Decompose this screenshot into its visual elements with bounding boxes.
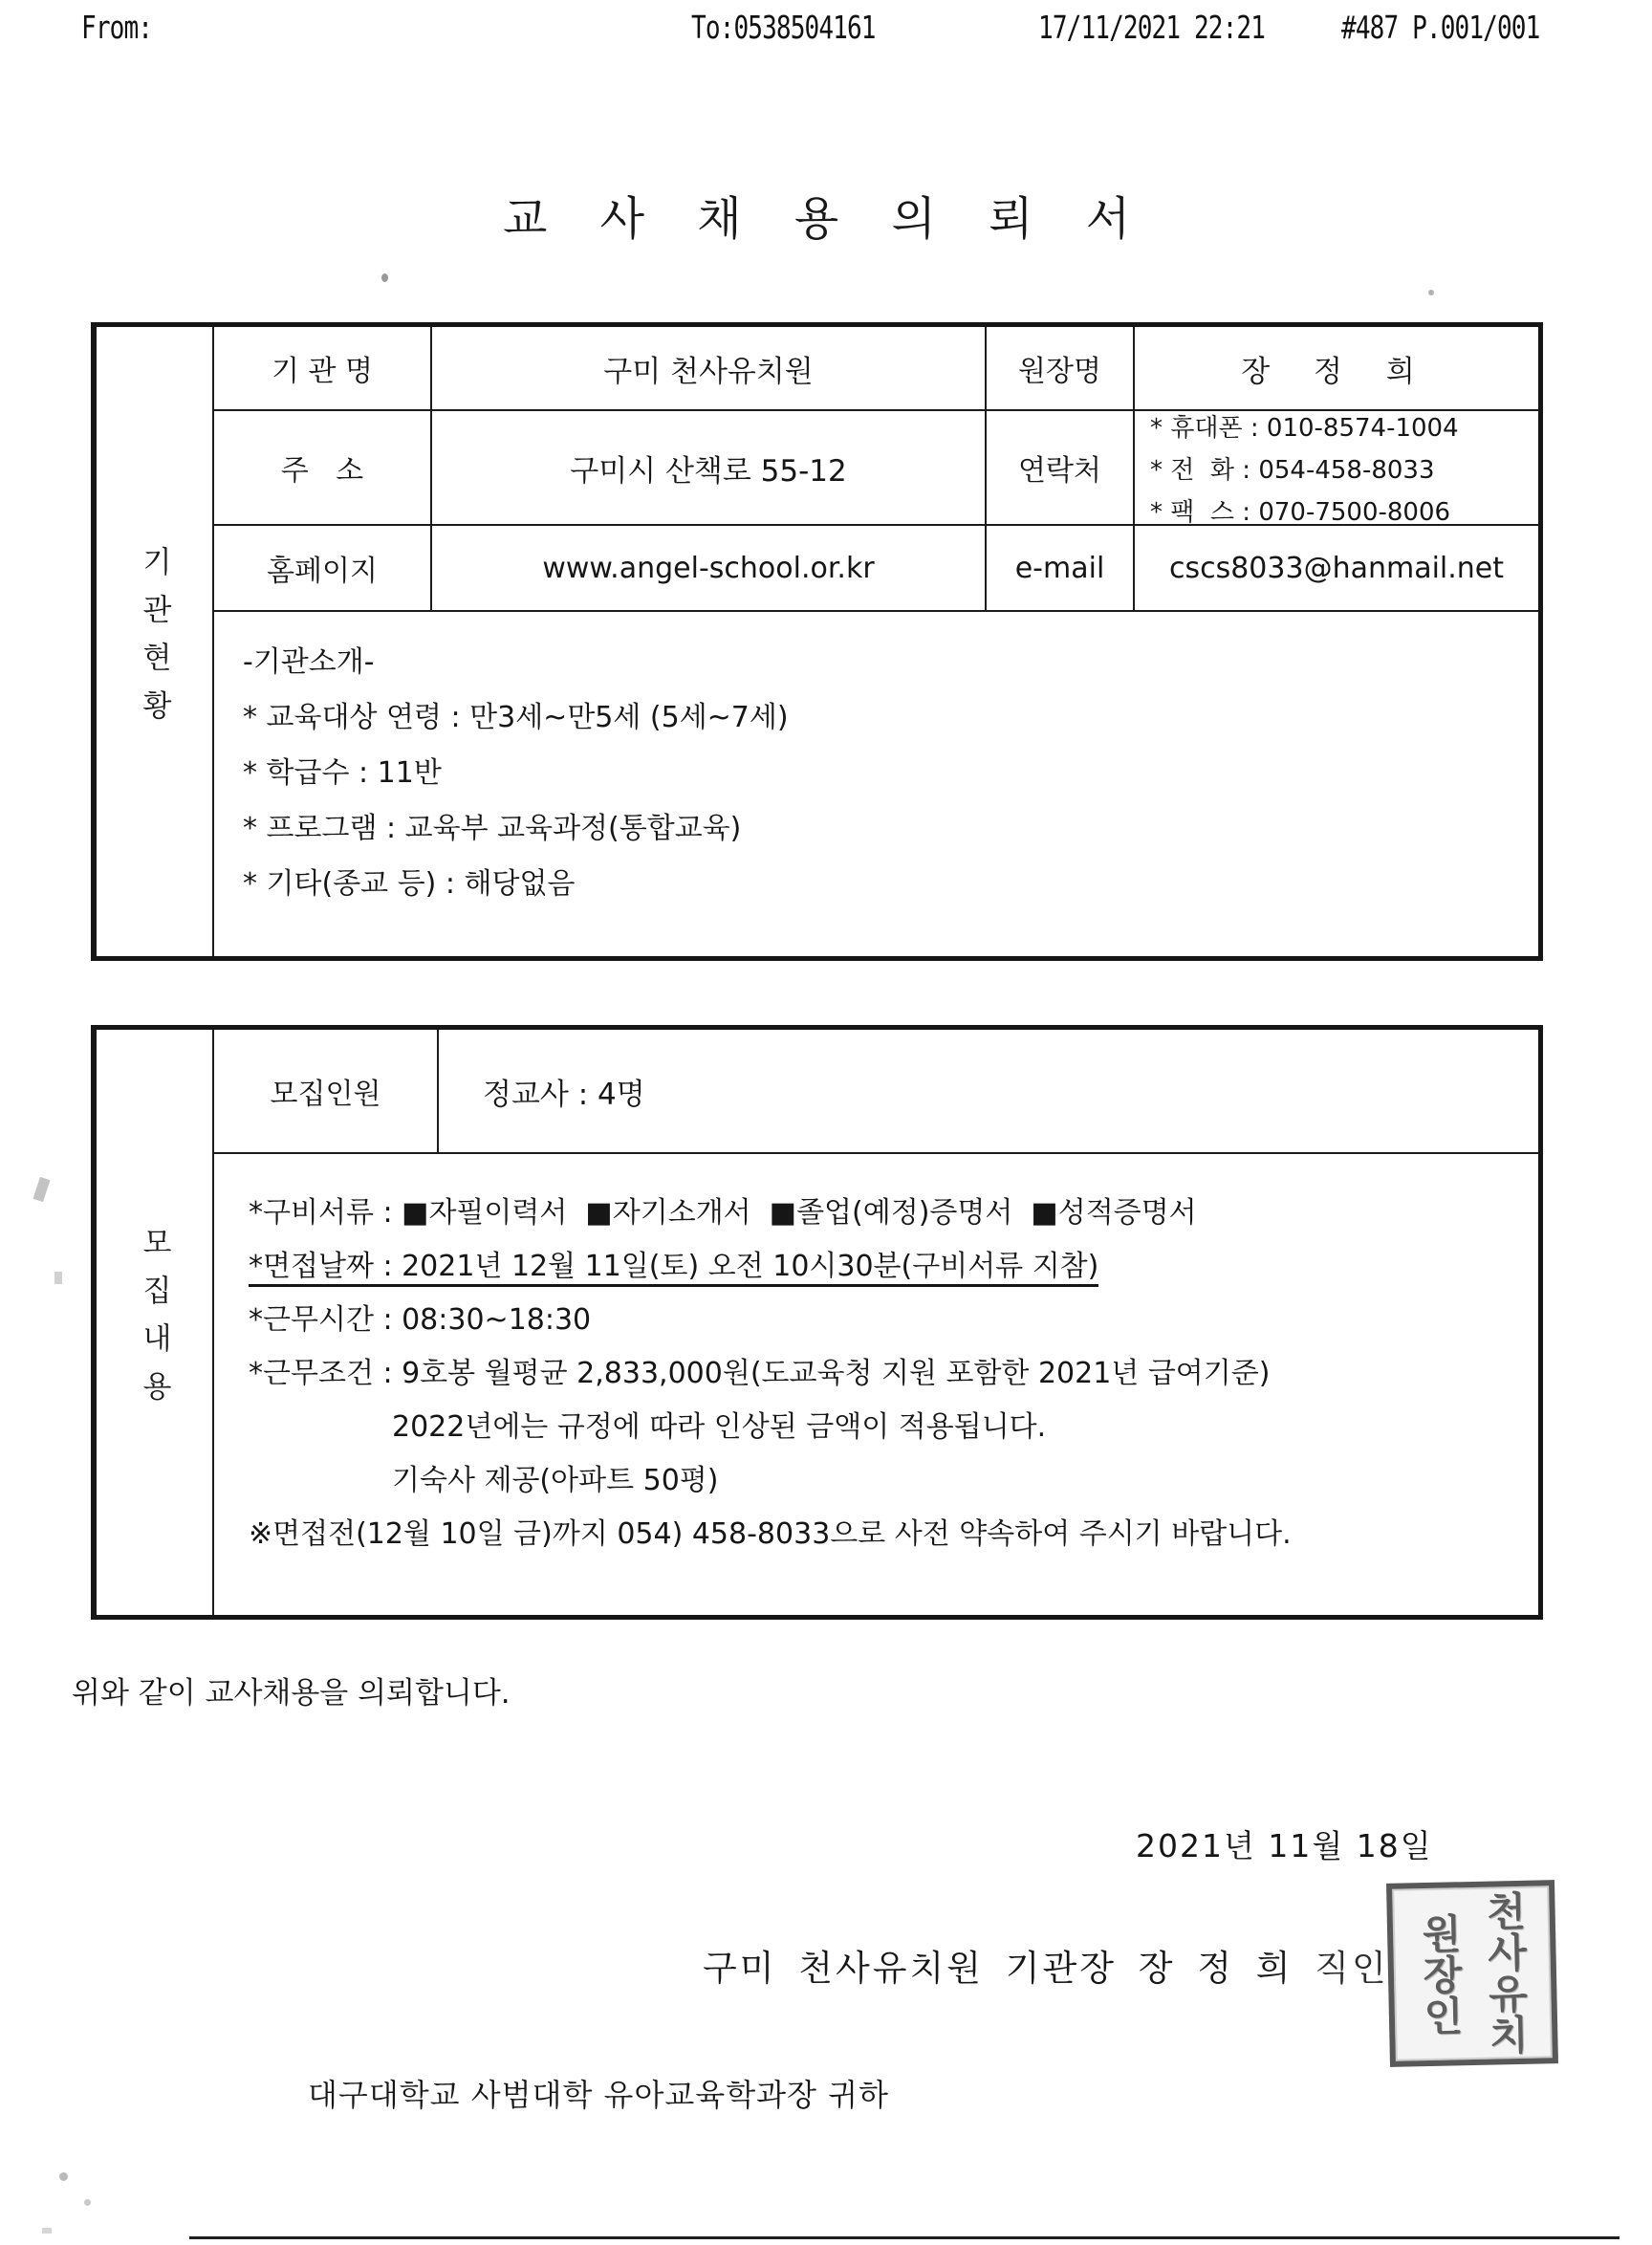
intro-item-classes: * 학급수 : 11반 [243,756,442,790]
table-row [214,327,1538,411]
seal-placeholder-label: 직인 [1315,1948,1389,1989]
director-value: 장 정 희 [1241,354,1432,389]
email-label: e-mail [987,526,1135,610]
contact-fax: * 팩 스 : 070-7500-8006 [1150,497,1451,527]
recruitment-table [91,1025,1543,1620]
scan-artifact [84,2199,91,2206]
scan-edge-line [189,2236,1619,2239]
addressee-line: 대구대학교 사범대학 유아교육학과장 귀하 [308,2077,889,2113]
institution-intro-cell [214,612,1538,956]
official-seal-stamp [1386,1880,1558,2067]
institution-section-label: 기관현황 [137,545,171,738]
contact-info [1135,411,1538,527]
recruitment-details-cell [214,1154,1538,1615]
detail-required-documents: *구비서류 : ■자필이력서 ■자기소개서 ■졸업(예정)증명서 ■성적증명서 [249,1196,1197,1230]
headcount-label: 모집인원 [214,1030,439,1152]
scan-artifact [42,2228,52,2234]
director-label: 원장명 [987,327,1135,409]
recruitment-section-label: 모집내용 [137,1226,171,1419]
intro-heading: -기관소개- [243,645,375,679]
fax-from-label: From: [81,10,153,47]
scan-artifact [54,1272,62,1284]
recruitment-table-body [214,1030,1538,1615]
detail-salary-note: 2022년에는 규정에 따라 인상된 금액이 적용됩니다. [392,1410,1047,1444]
document-title: 교 사 채 용 의 뢰 서 [502,192,1150,246]
homepage-label: 홈페이지 [214,526,432,610]
email-value: cscs8033@hanmail.net [1168,551,1505,585]
institution-section-column [97,327,214,956]
scan-artifact [1428,290,1434,295]
institution-table-body [214,327,1538,956]
org-name-value: 구미 천사유치원 [432,327,987,409]
detail-working-hours: *근무시간 : 08:30~18:30 [249,1303,592,1337]
fax-to-number: To:0538504161 [691,10,876,47]
table-row [214,411,1538,526]
institution-table [91,322,1543,961]
intro-item-program: * 프로그램 : 교육부 교육과정(통합교육) [243,812,742,845]
scan-artifact [33,1177,51,1202]
table-row [214,526,1538,612]
detail-dormitory: 기숙사 제공(아파트 50평) [392,1464,719,1497]
intro-item-age: * 교육대상 연령 : 만3세~만5세 (5세~7세) [243,701,789,734]
intro-item-religion: * 기타(종교 등) : 해당없음 [243,867,576,901]
homepage-value: www.angel-school.or.kr [432,526,987,610]
contact-mobile: * 휴대폰 : 010-8574-1004 [1150,413,1459,443]
detail-working-conditions: *근무조건 : 9호봉 월평균 2,833,000원(도교육청 지원 포함한 2021년 급여기준) [249,1357,1271,1390]
address-value: 구미시 산책로 55-12 [432,411,987,524]
recruitment-section-column [97,1030,214,1615]
fax-datetime: 17/11/2021 22:21 [1038,10,1266,47]
headcount-value: 정교사 : 4명 [483,1077,645,1112]
org-name-label: 기 관 명 [214,327,432,409]
signature-line [703,1939,1389,1991]
table-row [214,1030,1538,1154]
scan-artifact [59,2172,68,2181]
contact-label: 연락처 [987,411,1135,524]
address-label: 주 소 [214,411,432,524]
seal-text-right-column: 천사유치 [1480,1889,1531,2056]
document-date: 2021년 11월 18일 [1136,1827,1433,1864]
scan-artifact [381,273,388,282]
detail-appointment-note: ※면접전(12월 10일 금)까지 054) 458-8033으로 사전 약속하여 주시기 바랍니다. [249,1517,1292,1551]
signature-text: 구미 천사유치원 기관장 장 정 희 [703,1948,1293,1989]
fax-page-counter: #487 P.001/001 [1341,10,1540,47]
seal-text-left-column: 원장인 [1415,1911,1466,2037]
closing-request-sentence: 위와 같이 교사채용을 의뢰합니다. [72,1676,511,1711]
detail-interview-date: *면접날짜 : 2021년 12월 11일(토) 오전 10시30분(구비서류 지참) [249,1250,1098,1287]
detail-interview-date-line [249,1240,1538,1294]
contact-phone: * 전 화 : 054-458-8033 [1150,455,1435,485]
